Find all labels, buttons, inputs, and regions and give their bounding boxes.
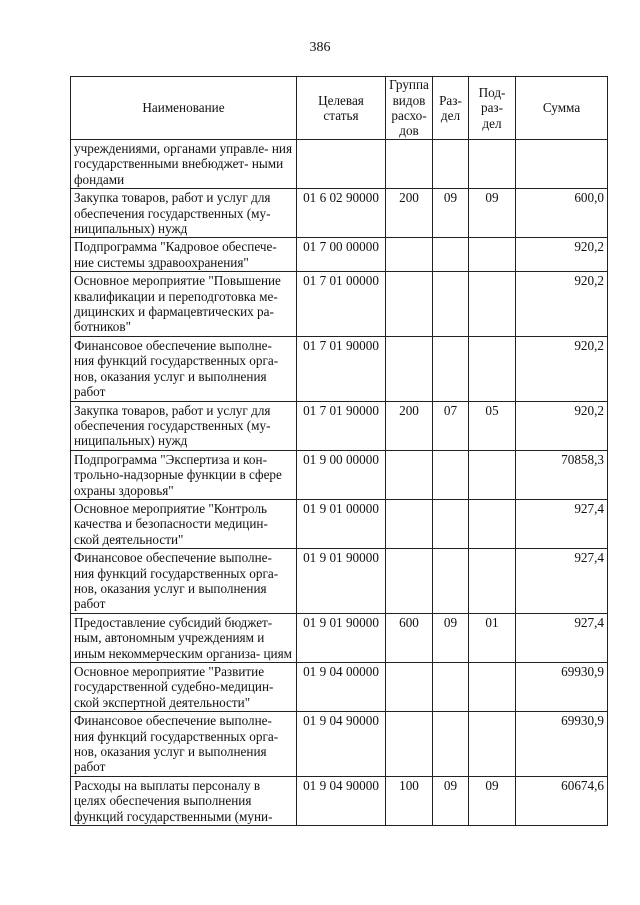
table-row [71, 336, 608, 401]
table-header-row [71, 77, 608, 140]
table-row [71, 272, 608, 337]
row-code: 01 9 00 00000 [297, 450, 386, 499]
row-name: Закупка товаров, работ и услуг для обеспечения государственных (му- ниципальных) нужд [71, 189, 297, 238]
row-section [433, 450, 469, 499]
row-name: Основное мероприятие "Развитие государственной судебно-медицин- ской экспертной деятельности" [71, 663, 297, 712]
row-section [433, 549, 469, 614]
row-section: 09 [433, 189, 469, 238]
row-subsection: 09 [469, 776, 516, 825]
table-row [71, 140, 608, 189]
row-code: 01 9 04 00000 [297, 663, 386, 712]
row-name: Закупка товаров, работ и услуг для обеспечения государственных (му- ниципальных) нужд [71, 401, 297, 450]
table-row [71, 712, 608, 777]
row-subsection [469, 336, 516, 401]
row-name: Расходы на выплаты персоналу в целях обеспечения выполнения функций государственными (муни- [71, 776, 297, 825]
row-name: Основное мероприятие "Повышение квалификации и переподготовка ме- дицинских и фармацевтических ра- ботников" [71, 272, 297, 337]
row-sum: 69930,9 [516, 712, 608, 777]
table-row [71, 613, 608, 662]
row-section: 07 [433, 401, 469, 450]
row-sum: 920,2 [516, 272, 608, 337]
row-section [433, 272, 469, 337]
row-section [433, 336, 469, 401]
row-sum: 600,0 [516, 189, 608, 238]
row-group [386, 712, 433, 777]
row-sum [516, 140, 608, 189]
row-subsection: 09 [469, 189, 516, 238]
table-row [71, 450, 608, 499]
row-code: 01 9 04 90000 [297, 712, 386, 777]
row-code: 01 7 01 90000 [297, 401, 386, 450]
row-group: 100 [386, 776, 433, 825]
row-code: 01 9 01 90000 [297, 549, 386, 614]
row-group [386, 549, 433, 614]
row-section: 09 [433, 776, 469, 825]
table-row [71, 499, 608, 548]
row-subsection [469, 450, 516, 499]
row-sum: 69930,9 [516, 663, 608, 712]
row-subsection [469, 238, 516, 272]
page-number: 386 [309, 40, 331, 55]
header-subsection: Под- раз- дел [469, 77, 516, 140]
header-section: Раз- дел [433, 77, 469, 140]
row-name: Предоставление субсидий бюджет- ным, автономным учреждениям и иным некоммерческим организа- циям [71, 613, 297, 662]
table-row [71, 663, 608, 712]
row-section [433, 663, 469, 712]
row-name: Финансовое обеспечение выполне- ния функций государственных орга- нов, оказания услуг и выполнения работ [71, 336, 297, 401]
row-group [386, 238, 433, 272]
row-sum: 70858,3 [516, 450, 608, 499]
row-subsection [469, 140, 516, 189]
row-group [386, 140, 433, 189]
row-group [386, 499, 433, 548]
row-code: 01 7 01 00000 [297, 272, 386, 337]
row-sum: 60674,6 [516, 776, 608, 825]
table-row [71, 238, 608, 272]
row-subsection: 01 [469, 613, 516, 662]
row-section [433, 238, 469, 272]
row-name: Финансовое обеспечение выполне- ния функций государственных орга- нов, оказания услуг и выполнения работ [71, 712, 297, 777]
row-sum: 927,4 [516, 549, 608, 614]
row-section [433, 499, 469, 548]
row-name: Финансовое обеспечение выполне- ния функций государственных орга- нов, оказания услуг и выполнения работ [71, 549, 297, 614]
budget-table [70, 76, 608, 826]
row-group [386, 663, 433, 712]
row-group: 200 [386, 401, 433, 450]
row-code [297, 140, 386, 189]
row-name: Подпрограмма "Экспертиза и кон- трольно-надзорные функции в сфере охраны здоровья" [71, 450, 297, 499]
row-code: 01 6 02 90000 [297, 189, 386, 238]
row-sum: 920,2 [516, 401, 608, 450]
row-subsection [469, 712, 516, 777]
header-target: Целевая статья [297, 77, 386, 140]
row-name: учреждениями, органами управле- ния государственными внебюджет- ными фондами [71, 140, 297, 189]
table-row [71, 401, 608, 450]
row-group [386, 272, 433, 337]
row-subsection [469, 272, 516, 337]
row-group [386, 336, 433, 401]
row-subsection [469, 549, 516, 614]
row-sum: 927,4 [516, 613, 608, 662]
row-name: Основное мероприятие "Контроль качества и безопасности медицин- ской деятельности" [71, 499, 297, 548]
row-sum: 920,2 [516, 238, 608, 272]
row-code: 01 7 01 90000 [297, 336, 386, 401]
table-row [71, 189, 608, 238]
row-name: Подпрограмма "Кадровое обеспече- ние системы здравоохранения" [71, 238, 297, 272]
row-sum: 920,2 [516, 336, 608, 401]
table-row [71, 549, 608, 614]
row-section [433, 140, 469, 189]
row-code: 01 9 04 90000 [297, 776, 386, 825]
row-section: 09 [433, 613, 469, 662]
header-name: Наименование [71, 77, 297, 140]
row-code: 01 9 01 00000 [297, 499, 386, 548]
row-subsection: 05 [469, 401, 516, 450]
row-code: 01 9 01 90000 [297, 613, 386, 662]
row-code: 01 7 00 00000 [297, 238, 386, 272]
row-section [433, 712, 469, 777]
row-group: 200 [386, 189, 433, 238]
row-group: 600 [386, 613, 433, 662]
table-row [71, 776, 608, 825]
header-sum: Сумма [516, 77, 608, 140]
row-group [386, 450, 433, 499]
row-subsection [469, 499, 516, 548]
header-group: Группа видов расхо- дов [386, 77, 433, 140]
row-sum: 927,4 [516, 499, 608, 548]
row-subsection [469, 663, 516, 712]
